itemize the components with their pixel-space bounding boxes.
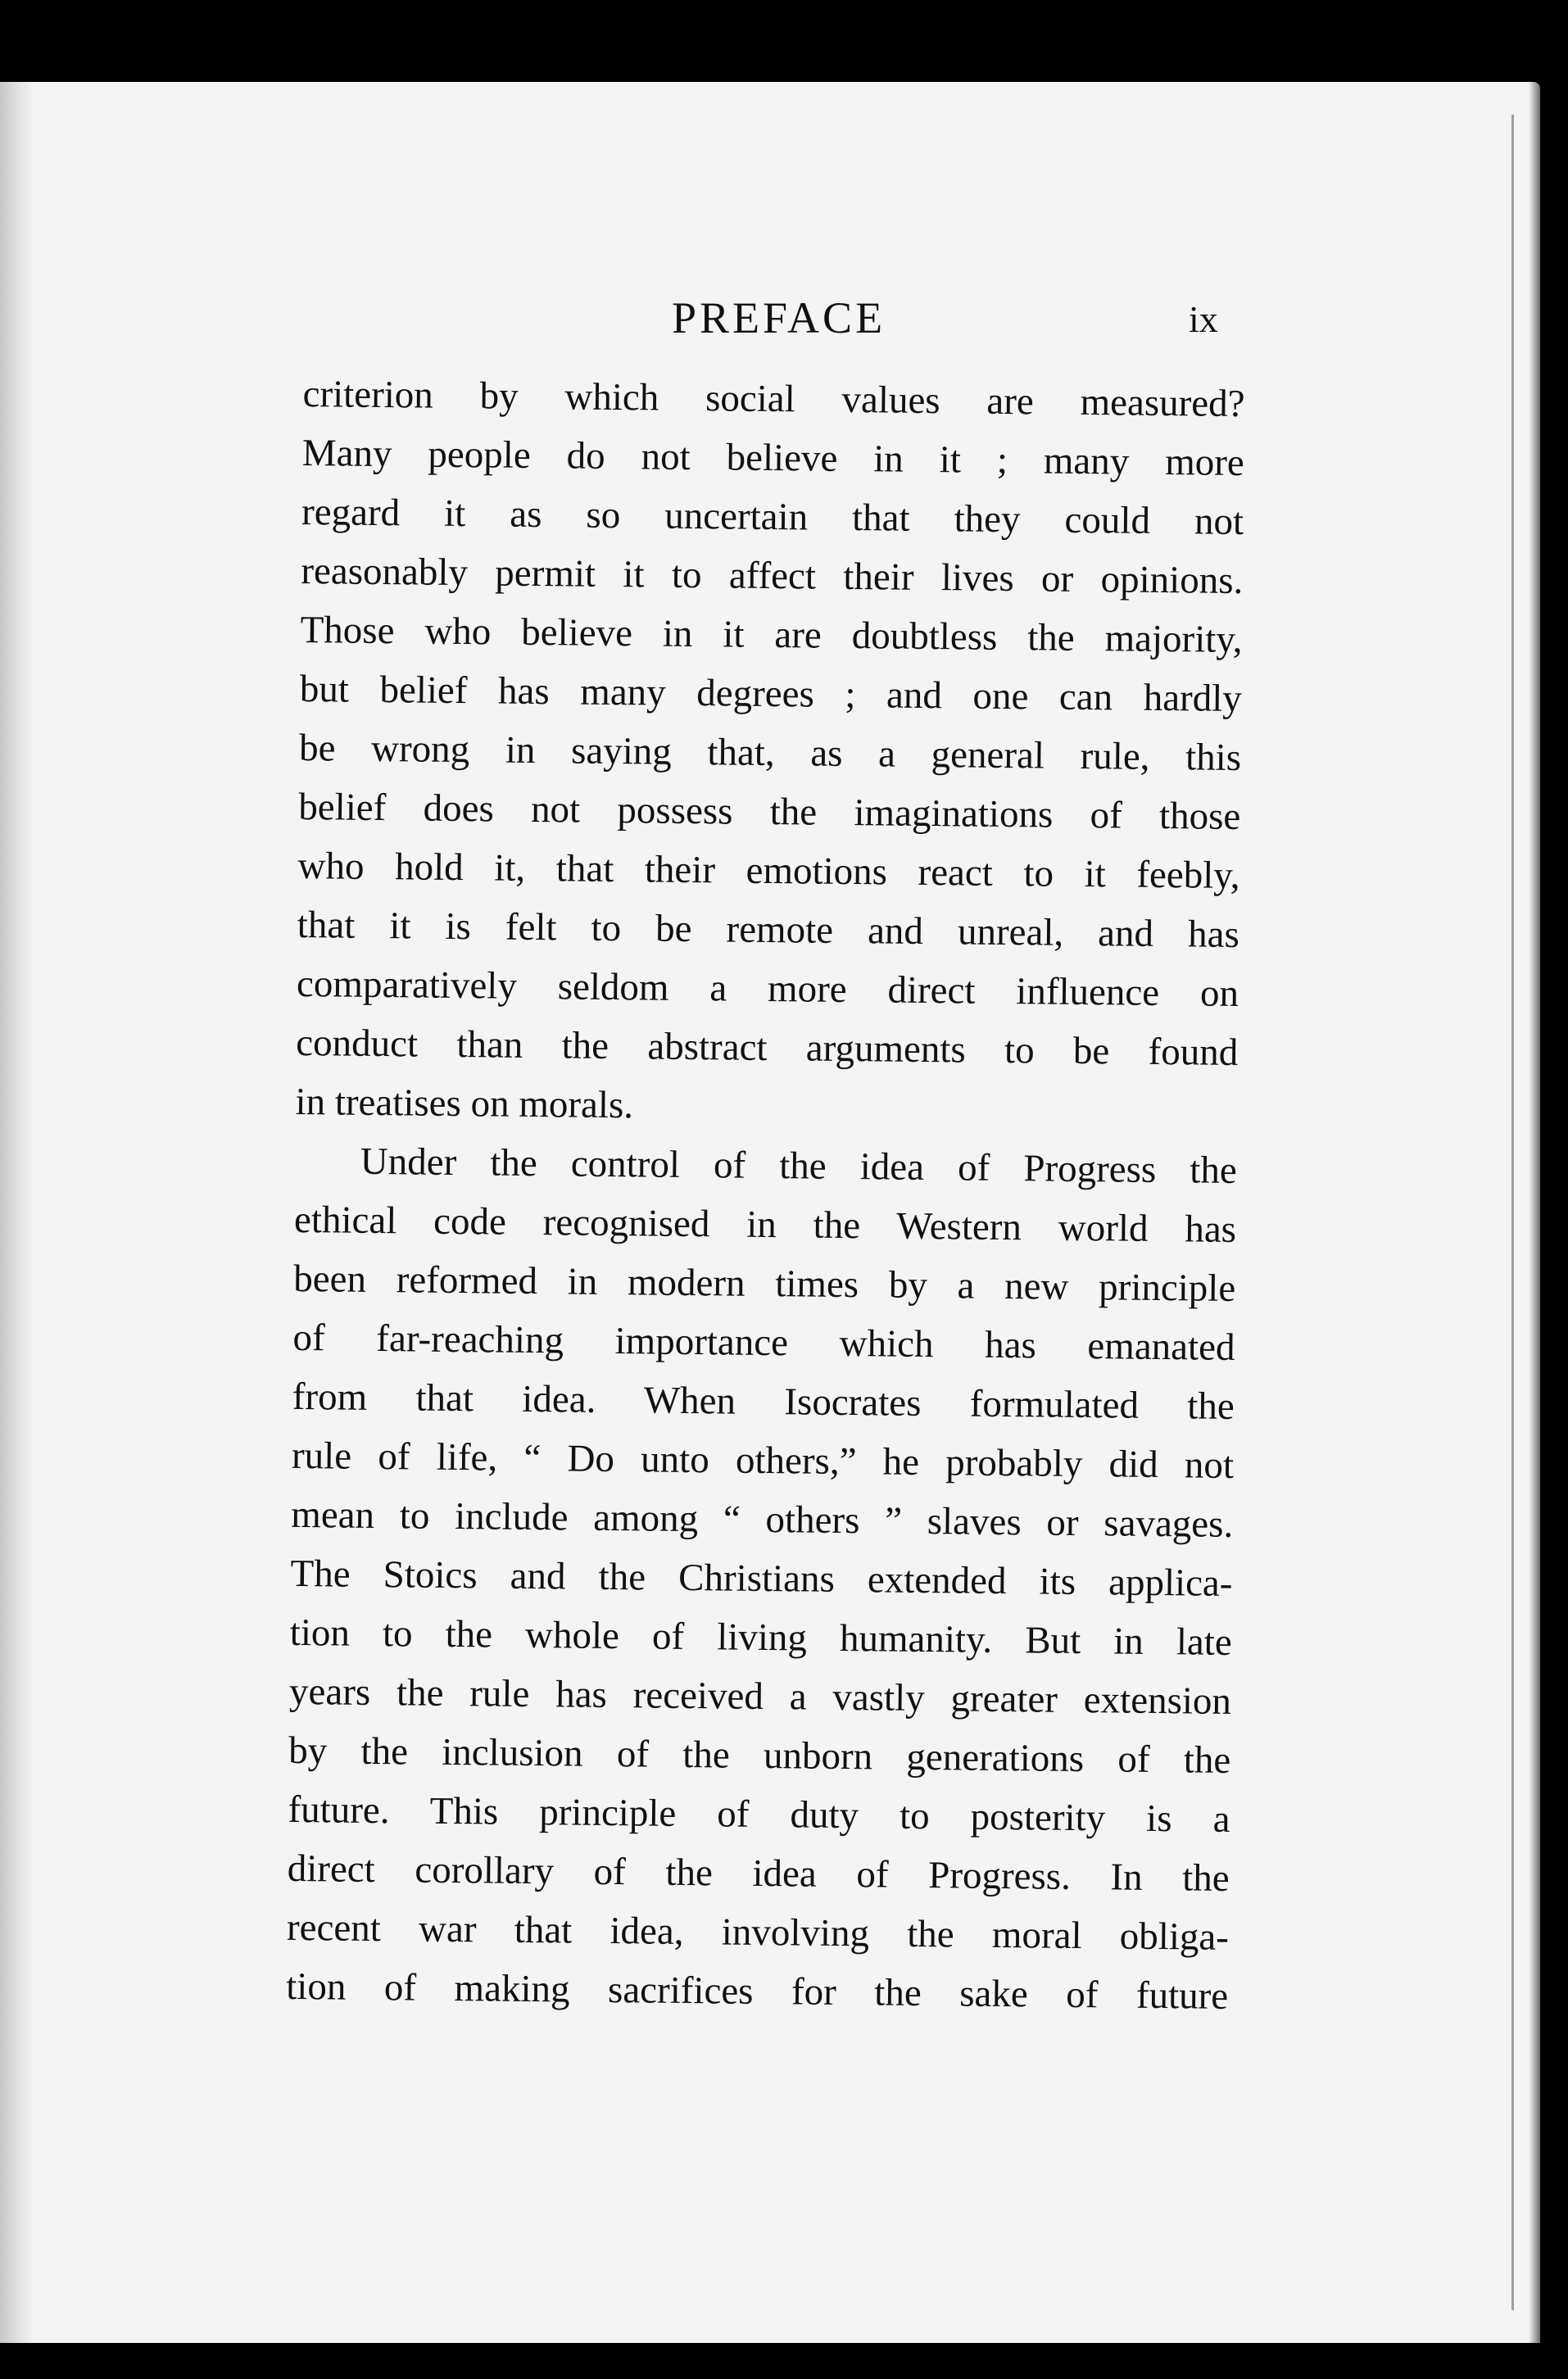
text-line: The Stoics and the Christians extended its applica- <box>290 1552 1233 1605</box>
page-number: ix <box>1189 298 1218 340</box>
text-line: Those who believe in it are doubtless the majority, <box>300 608 1243 662</box>
text-line: criterion by which social values are measured? <box>302 372 1245 426</box>
text-line: be wrong in saying that, as a general rule, this <box>298 726 1242 780</box>
text-line: rule of life, “ Do unto others,” he probably did not <box>291 1434 1235 1487</box>
text-line: been reformed in modern times by a new principle <box>293 1257 1236 1310</box>
page-edge-shadow <box>1529 82 1540 2343</box>
text-line: that it is felt to be remote and unreal, and has <box>297 903 1240 957</box>
book-page <box>0 82 1540 2343</box>
running-head <box>0 292 1540 358</box>
text-line: recent war that idea, involving the moral obliga- <box>286 1905 1230 1959</box>
text-line: who hold it, that their emotions react to it feebly, <box>297 844 1240 898</box>
spine-shadow <box>0 82 33 2343</box>
text-line: but belief has many degrees ; and one can hardly <box>299 667 1243 721</box>
text-line: future. This principle of duty to posterity is a <box>288 1788 1230 1841</box>
text-line: years the rule has received a vastly greater extension <box>288 1670 1232 1723</box>
paragraph <box>295 365 1245 1141</box>
text-line: direct corollary of the idea of Progress. In the <box>287 1847 1230 1900</box>
text-line: belief does not possess the imaginations of those <box>298 785 1241 839</box>
text-line: of far-reaching importance which has emanated <box>292 1316 1235 1369</box>
body-text <box>286 365 1245 2026</box>
running-title: PREFACE <box>672 293 886 342</box>
text-line: ethical code recognised in the Western world has <box>293 1198 1237 1251</box>
text-line: from that idea. When Isocrates formulated the <box>292 1375 1235 1428</box>
text-line: regard it as so uncertain that they could not <box>301 490 1244 544</box>
paragraph <box>286 1131 1237 2026</box>
text-line: tion to the whole of living humanity. But in late <box>289 1611 1232 1664</box>
text-line: by the inclusion of the unborn generations of the <box>288 1729 1231 1782</box>
text-line: conduct than the abstract arguments to be found <box>296 1021 1239 1074</box>
text-line: reasonably permit it to affect their lives or opinions. <box>301 549 1244 603</box>
text-line: tion of making sacrifices for the sake of future <box>285 1964 1229 2018</box>
text-line: mean to include among “ others ” slaves or savages. <box>291 1493 1234 1546</box>
text-line: Many people do not believe in it ; many more <box>301 431 1245 485</box>
page-edge-line <box>1511 115 1514 2310</box>
text-line: in treatises on morals. <box>295 1080 634 1127</box>
text-line: Under the control of the idea of Progress the <box>360 1140 1238 1192</box>
text-line: comparatively seldom a more direct influence on <box>296 962 1239 1015</box>
